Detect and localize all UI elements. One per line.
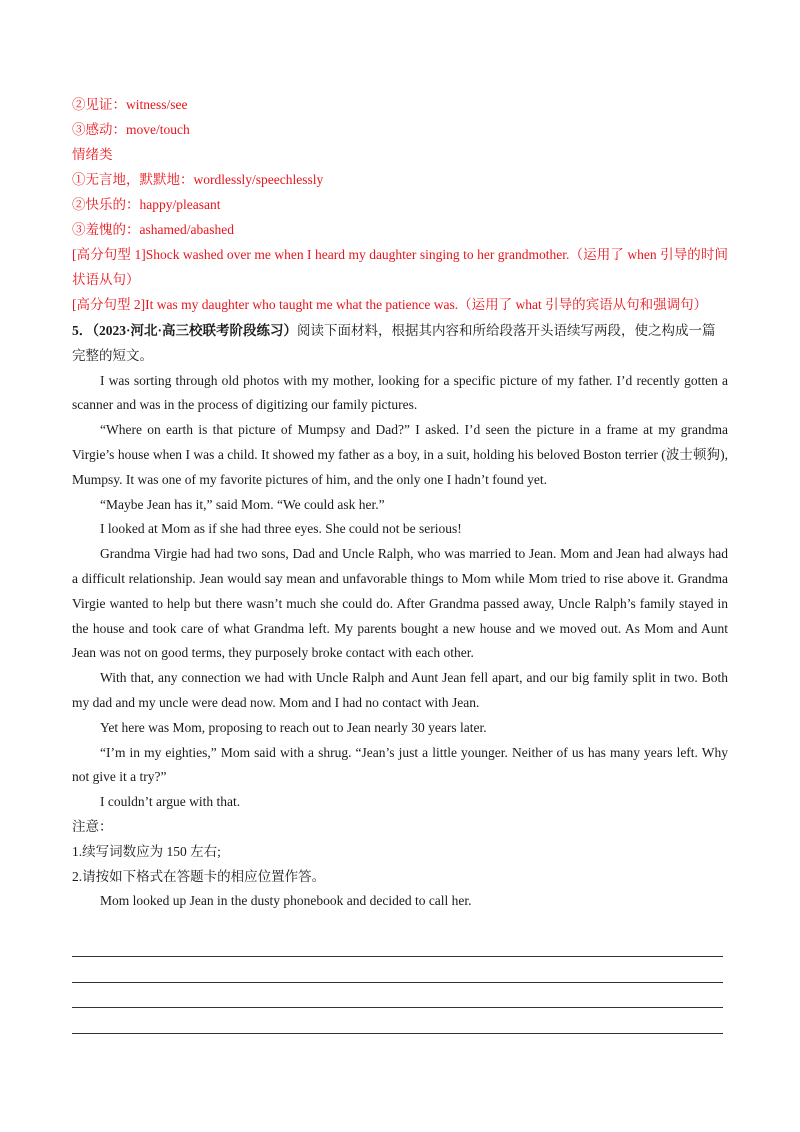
notes-heading: 注意： bbox=[72, 818, 113, 834]
answer-line bbox=[72, 1008, 723, 1034]
notes-section bbox=[72, 815, 728, 889]
vocab-category-heading: 情绪类 bbox=[72, 147, 113, 162]
vocab-item: ②见证：witness/see bbox=[72, 97, 188, 112]
answer-line bbox=[72, 983, 723, 1009]
vocab-item: ③感动：move/touch bbox=[72, 122, 190, 137]
passage-paragraph: With that, any connection we had with Uncle Ralph and Aunt Jean fell apart, and our big family split in two. Both my dad and my uncle were dead now. Mom and I had no contact with Jean. bbox=[72, 670, 728, 710]
document-page bbox=[72, 92, 728, 914]
passage-paragraph: Yet here was Mom, proposing to reach out to Jean nearly 30 years later. bbox=[100, 719, 487, 735]
passage-paragraph: I was sorting through old photos with my mother, looking for a specific picture of my father. I’d recently gotten a scanner and was in the process of digitizing our family pictures. bbox=[72, 372, 728, 413]
vocab-item: ②快乐的：happy/pleasant bbox=[72, 197, 221, 212]
question-source: （2023·河北·高三校联考阶段练习） bbox=[92, 323, 298, 338]
continuation-prompt: Mom looked up Jean in the dusty phonebook and decided to call her. bbox=[100, 893, 472, 909]
passage-paragraph: I looked at Mom as if she had three eyes. She could not be serious! bbox=[100, 521, 462, 537]
notes-item: 1.续写词数应为 150 左右; bbox=[72, 843, 221, 859]
passage-paragraph: “Maybe Jean has it,” said Mom. “We could ask her.” bbox=[100, 496, 385, 512]
passage-paragraph: “I’m in my eighties,” Mom said with a shrug. “Jean’s just a little younger. Neither of us has many years left. Why not give it a try?” bbox=[72, 744, 728, 785]
high-score-pattern-1: [高分句型 1]Shock washed over me when I heard my daughter singing to her grandmother.（运用了 when 引导的时间状语从句） bbox=[72, 247, 728, 287]
passage-paragraph: I couldn’t argue with that. bbox=[100, 794, 241, 810]
vocab-item: ③羞愧的：ashamed/abashed bbox=[72, 222, 234, 237]
reading-passage bbox=[72, 369, 728, 815]
answer-writing-lines bbox=[72, 956, 723, 1034]
question-number: 5． bbox=[72, 323, 93, 338]
passage-paragraph: “Where on earth is that picture of Mumpsy and Dad?” I asked. I’d seen the picture in a frame at my grandma Virgie’s house when I was a child. It showed my father as a boy, in a suit, holding his beloved Boston terrier (波士顿狗), Mumpsy. It was one of my favorite pictures of him, and the only one I hadn’t found yet. bbox=[72, 422, 728, 487]
question-instruction: 阅读下面材料，根据其内容和所给段落开头语续写两段，使之构成一篇完整的短文。 bbox=[72, 323, 716, 363]
answer-line bbox=[72, 957, 723, 983]
high-score-pattern-2: [高分句型 2]It was my daughter who taught me what the patience was.（运用了 what 引导的宾语从句和强调句） bbox=[72, 297, 708, 312]
question-header bbox=[72, 319, 728, 369]
passage-paragraph: Grandma Virgie had had two sons, Dad and Uncle Ralph, who was married to Jean. Mom and Jean had always had a difficult relationship. Jean would say mean and unfavorable things to Mom while Mom tried to rise above it. Grandma Virgie wanted to help but there wasn’t much she could do. After Grandma passed away, Uncle Ralph’s family stayed in the house and took care of what Grandma left. My parents bought a new house and we moved out. As Mom and Aunt Jean was not on good terms, they purposely broke contact with each other. bbox=[72, 546, 728, 661]
vocab-item: ①无言地，默默地：wordlessly/speechlessly bbox=[72, 172, 324, 187]
notes-item: 2.请按如下格式在答题卡的相应位置作答。 bbox=[72, 868, 326, 884]
